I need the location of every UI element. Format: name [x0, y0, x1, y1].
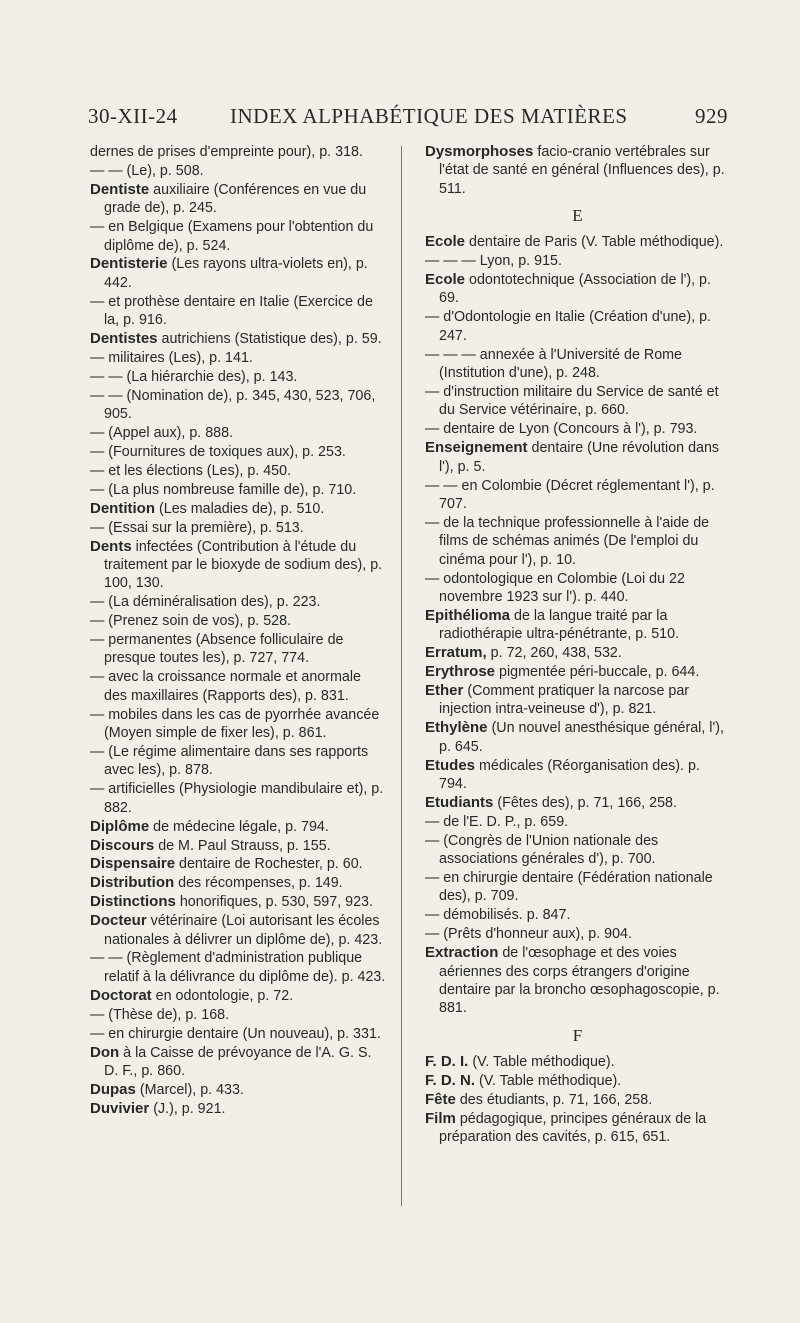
- entry-heading: Dupas: [90, 1080, 136, 1098]
- index-entry: [90, 462, 386, 480]
- entry-text: — (Prenez soin de vos), p. 528.: [90, 613, 292, 630]
- entry-text: pigmentée péri-buccale, p. 644.: [499, 664, 700, 681]
- entry-text: (V. Table méthodique).: [479, 1072, 622, 1089]
- entry-heading: Distribution: [90, 874, 175, 892]
- entry-heading: Dents: [90, 537, 132, 555]
- index-entry: [90, 706, 386, 743]
- index-entry: [90, 424, 386, 442]
- entry-text: (Les rayons ultra-violets en), p. 442.: [104, 256, 368, 291]
- entry-text: — — (Nomination de), p. 345, 430, 523, 706, 905.: [90, 387, 376, 423]
- index-entry: [425, 477, 730, 514]
- running-title: INDEX ALPHABÉTIQUE DES MATIÈRES: [230, 104, 628, 128]
- index-entry: [90, 1006, 386, 1024]
- entry-heading: Docteur: [90, 912, 147, 930]
- index-entry: [90, 893, 386, 911]
- entry-text: (Les maladies de), p. 510.: [158, 500, 325, 517]
- index-entry: [90, 612, 386, 630]
- entry-heading: Epithélioma: [425, 606, 511, 624]
- entry-text: — en chirurgie dentaire (Un nouveau), p. 331.: [90, 1025, 381, 1042]
- entry-text: — (Le régime alimentaire dans ses rapports avec les), p. 878.: [90, 744, 369, 779]
- index-entry: [90, 593, 386, 611]
- index-entry: [425, 607, 730, 644]
- entry-heading: Ecole: [425, 233, 466, 251]
- entry-heading: Etudes: [425, 756, 476, 774]
- index-entry: [425, 944, 730, 1018]
- index-entry: [425, 252, 730, 270]
- entry-text: de M. Paul Strauss, p. 155.: [158, 837, 331, 854]
- entry-text: (Un nouvel anesthésique général, l'), p. 645.: [439, 720, 724, 755]
- entry-text: — et les élections (Les), p. 450.: [90, 462, 292, 479]
- entry-text: dentaire (Une révolution dans l'), p. 5.: [439, 440, 720, 475]
- index-entry: [90, 668, 386, 705]
- entry-heading: Discours: [90, 836, 155, 854]
- index-entry: [90, 949, 386, 986]
- index-entry: [90, 855, 386, 873]
- entry-text: — avec la croissance normale et anormale des maxillaires (Rapports des), p. 831.: [90, 669, 361, 704]
- entry-text: — en chirurgie dentaire (Fédération nationale des), p. 709.: [425, 870, 713, 905]
- index-entry: [425, 794, 730, 812]
- entry-text: médicales (Réorganisation des). p. 794.: [439, 757, 700, 792]
- index-entry: [425, 420, 730, 438]
- entry-text: — permanentes (Absence folliculaire de presque toutes les), p. 727, 774.: [90, 632, 344, 667]
- entry-text: — (Appel aux), p. 888.: [90, 425, 234, 442]
- entry-text: p. 72, 260, 438, 532.: [490, 645, 622, 662]
- entry-heading: F. D. I.: [425, 1052, 469, 1070]
- entry-text: de l'œsophage et des voies aériennes des corps étrangers d'origine dentaire par la broncho œsophagoscopie, p. 881.: [439, 945, 720, 1017]
- index-entry: [425, 644, 730, 662]
- entry-text: facio-cranio vertébrales sur l'état de santé en général (Influences des), p. 511.: [439, 144, 725, 197]
- entry-text: des récompenses, p. 149.: [178, 875, 343, 892]
- index-entry: [90, 912, 386, 949]
- entry-text: (Comment pratiquer la narcose par injection intra-veineuse d'), p. 821.: [439, 682, 690, 718]
- index-entry: [90, 500, 386, 518]
- index-entry: [90, 1081, 386, 1099]
- entry-text: — (Thèse de), p. 168.: [90, 1006, 230, 1023]
- entry-text: — (La plus nombreuse famille de), p. 710.: [90, 481, 357, 498]
- entry-text: (J.), p. 921.: [153, 1100, 226, 1117]
- entry-text: — — (La hiérarchie des), p. 143.: [90, 368, 298, 385]
- entry-text: — démobilisés. p. 847.: [425, 907, 571, 924]
- entry-text: — (La déminéralisation des), p. 223.: [90, 594, 321, 611]
- entry-heading: Extraction: [425, 944, 499, 962]
- entry-text: — (Essai sur la première), p. 513.: [90, 519, 304, 536]
- entry-text: — odontologique en Colombie (Loi du 22 novembre 1923 sur l'). p. 440.: [425, 570, 685, 605]
- index-entry: [425, 925, 730, 943]
- index-entry: [425, 869, 730, 906]
- entry-text: — et prothèse dentaire en Italie (Exercice de la, p. 916.: [90, 293, 373, 329]
- entry-heading: Film: [425, 1109, 456, 1127]
- entry-text: — d'Odontologie en Italie (Création d'une), p. 247.: [425, 309, 712, 344]
- entry-heading: Dentition: [90, 499, 155, 517]
- entry-text: de médecine légale, p. 794.: [153, 818, 329, 835]
- index-entry: [425, 663, 730, 681]
- entry-text: à la Caisse de prévoyance de l'A. G. S. D. F., p. 860.: [104, 1044, 372, 1079]
- left-column: [90, 143, 386, 1119]
- index-entry: [425, 1110, 730, 1147]
- section-letter-e: E: [572, 206, 583, 226]
- index-entry: [90, 519, 386, 537]
- index-entry: [90, 255, 386, 292]
- entry-text: des étudiants, p. 71, 166, 258.: [459, 1091, 653, 1108]
- entry-heading: Erratum,: [425, 644, 487, 662]
- index-entry: [90, 218, 386, 255]
- entry-heading: Dentistes: [90, 330, 158, 348]
- entry-heading: Dispensaire: [90, 855, 176, 873]
- index-entry: [90, 818, 386, 836]
- entry-text: — (Fournitures de toxiques aux), p. 253.: [90, 444, 346, 460]
- issue-date: 30-XII-24: [88, 104, 178, 128]
- entry-text: — — (Le), p. 508.: [90, 162, 204, 179]
- index-entry: [425, 1072, 730, 1090]
- page-number: 929: [695, 104, 728, 128]
- entry-heading: Dentisterie: [90, 255, 168, 273]
- index-entry: [90, 743, 386, 780]
- index-entry: [90, 987, 386, 1005]
- index-entry: [90, 837, 386, 855]
- entry-text: — de la technique professionnelle à l'aide de films de schémas animés (De l'emploi du cinéma pour l'), p. 10.: [425, 514, 710, 568]
- entry-text: auxiliaire (Conférences en vue du grade de), p. 245.: [104, 181, 367, 217]
- entry-text: autrichiens (Statistique des), p. 59.: [161, 331, 382, 348]
- entry-text: odontotechnique (Association de l'), p. 69.: [439, 272, 711, 307]
- index-entry: [90, 293, 386, 330]
- entry-heading: Diplôme: [90, 817, 150, 835]
- index-entry: [425, 1091, 730, 1109]
- index-entry: [90, 181, 386, 218]
- index-entry: [425, 906, 730, 924]
- right-column: [425, 143, 730, 1147]
- entry-heading: Etudiants: [425, 793, 494, 811]
- entry-heading: Fête: [425, 1090, 456, 1108]
- index-entry: [425, 719, 730, 756]
- index-entry: [90, 143, 386, 161]
- index-entry: [425, 346, 730, 383]
- entry-text: vétérinaire (Loi autorisant les écoles nationales à délivrer un diplôme de), p. 423.: [104, 913, 383, 948]
- index-entry: [90, 874, 386, 892]
- entry-text: — — en Colombie (Décret réglementant l'), p. 707.: [425, 477, 715, 512]
- index-entry: [90, 1100, 386, 1118]
- entry-text: — — — annexée à l'Université de Rome (Institution d'une), p. 248.: [425, 346, 683, 382]
- entry-text: — en Belgique (Examens pour l'obtention du diplôme de), p. 524.: [90, 219, 374, 254]
- index-entry: [90, 443, 386, 461]
- index-entry: [90, 368, 386, 386]
- index-entry: [425, 271, 730, 308]
- entry-heading: Enseignement: [425, 439, 528, 457]
- entry-heading: Don: [90, 1043, 120, 1061]
- entry-heading: Erythrose: [425, 663, 496, 681]
- entry-text: (Marcel), p. 433.: [139, 1081, 244, 1098]
- index-entry: [425, 832, 730, 869]
- index-entry: [90, 1025, 386, 1043]
- entry-text: — — (Règlement d'administration publique relatif à la délivrance du diplôme de). p. 423.: [90, 950, 386, 985]
- entry-text: — artificielles (Physiologie mandibulaire et), p. 882.: [90, 781, 384, 816]
- index-entry: [425, 514, 730, 569]
- entry-text: — (Congrès de l'Union nationale des associations générales d'), p. 700.: [425, 832, 659, 868]
- entry-heading: Ecole: [425, 271, 466, 289]
- entry-heading: F. D. N.: [425, 1071, 476, 1089]
- entry-text: — dentaire de Lyon (Concours à l'), p. 793.: [425, 421, 698, 438]
- entry-text: — militaires (Les), p. 141.: [90, 349, 253, 366]
- entry-heading: Dentiste: [90, 180, 150, 198]
- column-divider: [401, 146, 402, 1206]
- entry-heading: Dysmorphoses: [425, 143, 534, 160]
- index-entry: [425, 757, 730, 794]
- entry-heading: Ethylène: [425, 719, 488, 737]
- entry-text: — d'instruction militaire du Service de santé et du Service vétérinaire, p. 660.: [425, 383, 719, 419]
- entry-text: pédagogique, principes généraux de la préparation des cavités, p. 615, 651.: [439, 1110, 707, 1145]
- index-entry: [425, 570, 730, 607]
- entry-heading: Duvivier: [90, 1099, 150, 1117]
- index-entry: [425, 682, 730, 719]
- index-entry: [90, 538, 386, 593]
- section-letter-f: F: [572, 1025, 583, 1045]
- index-entry: [425, 143, 730, 198]
- index-entry: [90, 349, 386, 367]
- index-entry: [90, 162, 386, 180]
- index-entry: [90, 1044, 386, 1081]
- entry-text: — — — Lyon, p. 915.: [425, 253, 562, 270]
- entry-text: — de l'E. D. P., p. 659.: [425, 813, 569, 830]
- entry-text: en odontologie, p. 72.: [155, 987, 294, 1004]
- index-entry: [425, 308, 730, 345]
- entry-text: (Fêtes des), p. 71, 166, 258.: [497, 794, 677, 811]
- entry-text: infectées (Contribution à l'étude du traitement par le bioxyde de sodium des), p. 100, 130.: [104, 538, 383, 592]
- entry-heading: Distinctions: [90, 893, 176, 911]
- index-entry: [425, 813, 730, 831]
- page-header: [88, 104, 728, 134]
- index-entry: [425, 233, 730, 251]
- entry-heading: Ether: [425, 681, 464, 699]
- index-entry: [425, 1053, 730, 1071]
- entry-text: (V. Table méthodique).: [472, 1053, 615, 1070]
- entry-text: — (Prêts d'honneur aux), p. 904.: [425, 926, 632, 943]
- entry-text: dentaire de Rochester, p. 60.: [179, 856, 363, 873]
- entry-text: dentaire de Paris (V. Table méthodique).: [469, 234, 724, 251]
- index-entry: [90, 330, 386, 348]
- index-entry: [90, 780, 386, 817]
- entry-text: dernes de prises d'empreinte pour), p. 318.: [90, 144, 363, 160]
- index-entry: [90, 387, 386, 424]
- index-entry: [425, 383, 730, 420]
- entry-heading: Doctorat: [90, 986, 152, 1004]
- index-entry: [425, 439, 730, 476]
- index-entry: [90, 481, 386, 499]
- index-entry: [90, 631, 386, 668]
- entry-text: — mobiles dans les cas de pyorrhée avancée (Moyen simple de fixer les), p. 861.: [90, 706, 380, 742]
- entry-text: de la langue traité par la radiothérapie ultra-pénétrante, p. 510.: [439, 607, 680, 643]
- entry-text: honorifiques, p. 530, 597, 923.: [179, 894, 373, 911]
